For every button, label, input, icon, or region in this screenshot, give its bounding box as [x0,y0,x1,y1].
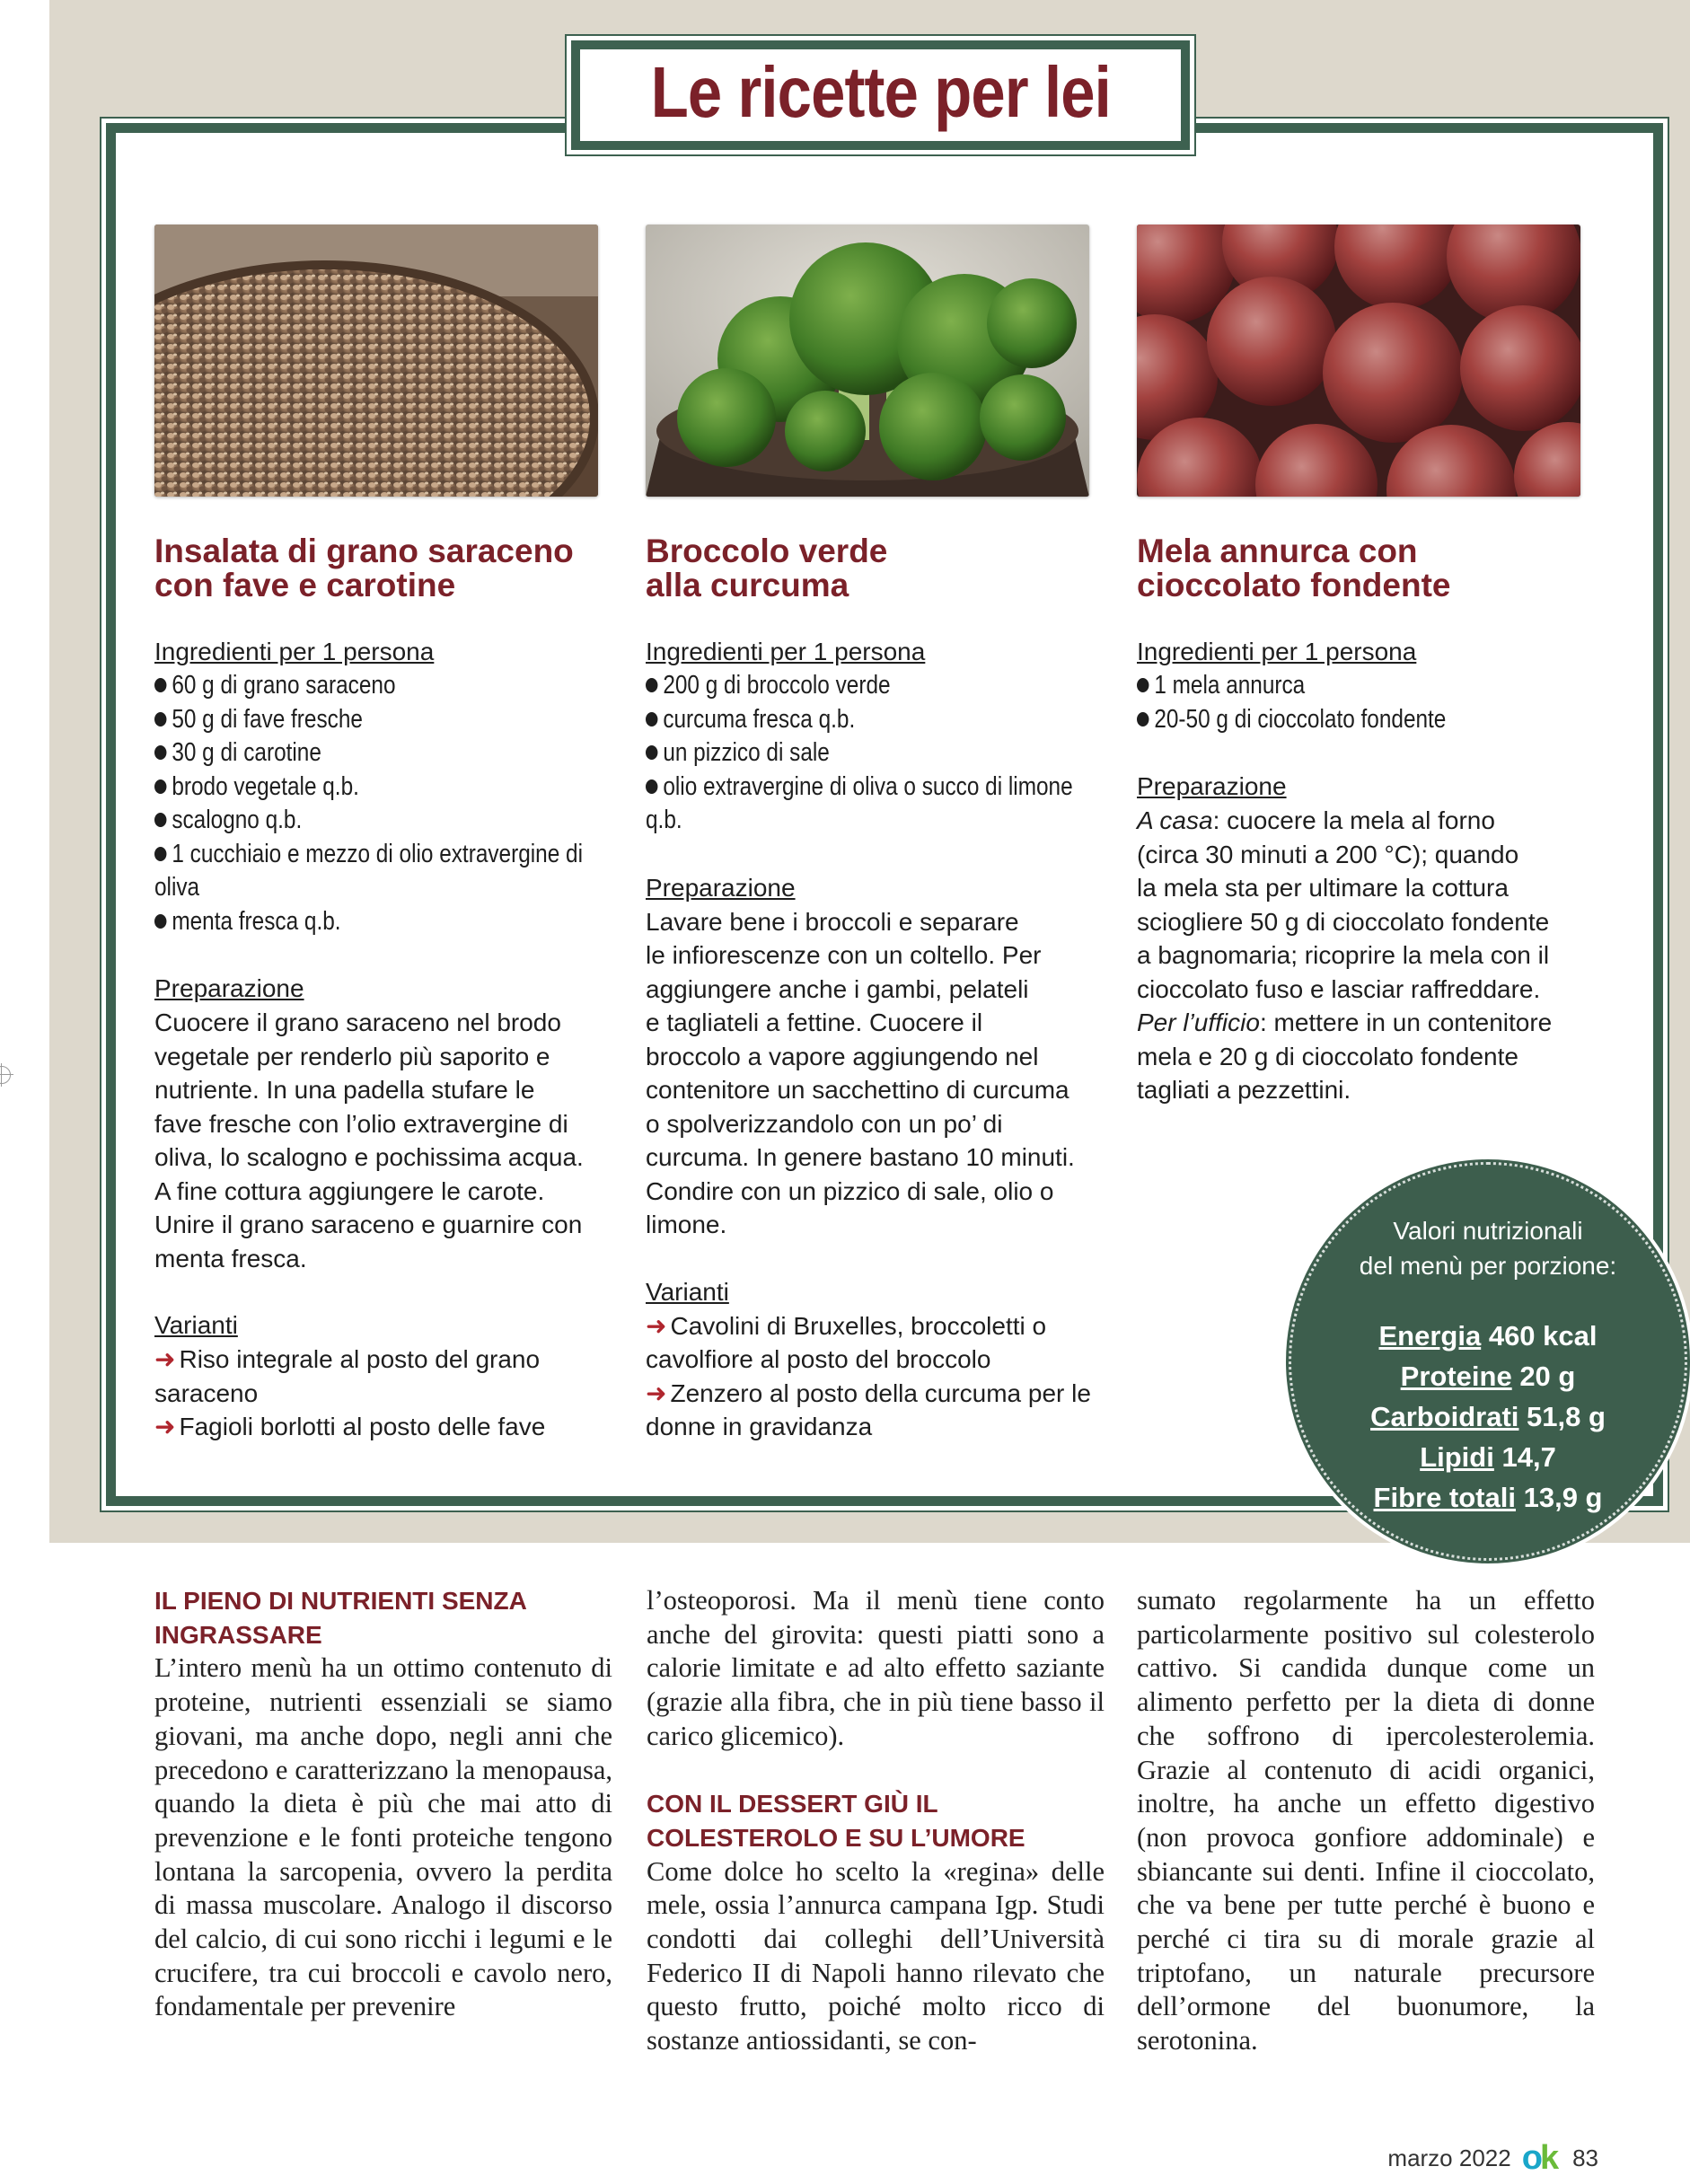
nutrition-line: Energia 460 kcal [1378,1320,1598,1352]
preparation-heading: Preparazione [154,974,304,1002]
bullet-icon [646,745,657,760]
buckwheat-photo [154,225,598,497]
variant-item: ➜ Riso integrale al posto del grano saraceno [154,1345,541,1407]
section-heading: CON IL DESSERT GIÙ IL COLESTEROLO E SU L’UMORE [647,1790,1025,1852]
article-column-1 [154,1584,612,2024]
bullet-icon [154,914,166,929]
ingredient-item: 60 g di grano saraceno [154,669,603,703]
bullet-icon [1137,712,1149,727]
home-label: A casa [1137,806,1213,834]
apples-photo [1137,225,1580,497]
variant-item: ➜ Cavolini di Bruxelles, broccoletti o cavolfiore al posto del broccolo [646,1311,1047,1373]
office-label: Per l’ufficio [1137,1008,1260,1036]
recipe-column-3 [1137,225,1586,1107]
bullet-icon [154,678,166,692]
arrow-right-icon: ➜ [154,1345,176,1373]
bullet-icon [154,813,166,827]
bullet-icon [646,712,657,727]
recipe-title: Insalata di grano saraceno con fave e carotine [154,533,574,603]
bullet-icon [154,745,166,760]
recipe-title: Mela annurca con cioccolato fondente [1137,533,1451,603]
crop-mark-icon [0,1066,11,1084]
variants-heading: Varianti [646,1277,729,1306]
ingredients-heading: Ingredienti per 1 persona [1137,638,1417,665]
nutrition-line: Lipidi 14,7 [1420,1441,1556,1473]
section-heading: IL PIENO DI NUTRIENTI SENZA INGRASSARE [154,1587,527,1649]
ingredients-list [1137,669,1586,736]
recipe-column-2 [646,225,1104,1444]
bullet-icon [646,678,657,692]
ingredient-item: brodo vegetale q.b. [154,771,603,805]
page-title: Le ricette per lei [650,52,1111,132]
article-paragraph: sumato regolarmente ha un effetto particolarmente positivo sul colesterolo cattivo. Si candida dunque come un alimento perfetto per la dieta di donne che soffrono di ipercolesterolemia. Grazie al contenuto di acidi organici, inoltre, ha anche un effetto digestivo (non provoca gonfiore addominale) e sbiancante sui denti. Infine il cioccolato, che va bene per tutte perché è buono e perché ci tira su di morale grazie al triptofano, un naturale precursore dell’ormone del buonumore, la serotonina. [1137,1585,1595,2056]
variant-item: ➜ Fagioli borlotti al posto delle fave [154,1413,546,1440]
title-box [571,40,1190,150]
bullet-icon [646,779,657,794]
article-paragraph: L’intero menù ha un ottimo contenuto di proteine, nutrienti essenziali se siamo giovani, ma anche dopo, negli anni che precedono e caratterizzano la menopausa, quando la dieta è più che mai atto di prevenzione e le fonti proteiche tengono lontana la sarcopenia, ovvero la perdita di massa muscolare. Analogo il discorso del calcio, di cui sono ricchi i legumi e le crucifere, tra cui broccoli e cavolo nero, fondamentale per prevenire [154,1652,612,2022]
recipe-title: Broccolo verde alla curcuma [646,533,888,603]
issue-date: marzo 2022 [1387,2144,1511,2171]
ingredient-item: 50 g di fave fresche [154,703,603,737]
broccoli-photo [646,225,1089,497]
ingredients-heading: Ingredienti per 1 persona [646,638,926,665]
ingredient-item: olio extravergine di oliva o succo di limone q.b. [646,771,1073,834]
ingredients-list [646,669,1104,838]
preparation-text: Cuocere il grano saraceno nel brodo vegetale per renderlo più saporito e nutriente. In una padella stufare le fave fresche con l’olio extravergine di oliva, lo scalogno e pochissima acqua. A fine cottura aggiungere le carote. Unire il grano saraceno e guarnire con menta fresca. [154,1008,584,1273]
preparation-heading: Preparazione [646,873,796,902]
variants-heading: Varianti [154,1311,238,1339]
ingredient-item: un pizzico di sale [646,736,1104,771]
bullet-icon [1137,678,1149,692]
ingredient-item: menta fresca q.b. [154,905,603,939]
arrow-right-icon: ➜ [646,1378,667,1407]
ingredient-item: scalogno q.b. [154,804,603,838]
nutrition-heading: Valori nutrizionali del menù per porzione: [1359,1217,1617,1280]
preparation-heading: Preparazione [1137,772,1287,800]
arrow-right-icon: ➜ [646,1311,667,1340]
ingredient-item: curcuma fresca q.b. [646,703,1104,737]
ingredient-item: 30 g di carotine [154,736,603,771]
nutrition-line: Carboidrati 51,8 g [1370,1401,1606,1432]
nutrition-badge [1286,1159,1690,1563]
ingredient-item: 1 mela annurca [1137,669,1586,703]
bullet-icon [154,779,166,794]
page-number: 83 [1572,2144,1598,2171]
ingredients-list [154,669,603,938]
nutrition-values [1286,1316,1690,1518]
ok-logo: ok [1521,2139,1557,2177]
nutrition-line: Proteine 20 g [1400,1361,1576,1392]
page-footer [1365,2140,1598,2176]
article-column-2 [647,1584,1105,2058]
variant-item: ➜ Zenzero al posto della curcuma per le donne in gravidanza [646,1378,1091,1440]
recipe-column-1 [154,225,603,1444]
ingredients-heading: Ingredienti per 1 persona [154,638,435,665]
article-paragraph: Come dolce ho scelto la «regina» delle mele, ossia l’annurca campana Igp. Studi condotti dai colleghi dell’Università Federico II di Napoli hanno rilevato che questo frutto, poiché molto ricco di sostanze antiossidanti, se con- [647,1855,1105,2056]
nutrition-line: Fibre totali 13,9 g [1373,1482,1603,1513]
article-column-3 [1137,1584,1595,2058]
bullet-icon [154,847,166,861]
ingredient-item: 1 cucchiaio e mezzo di olio extravergine di oliva [154,839,583,902]
preparation-text: Lavare bene i broccoli e separare le infiorescenze con un coltello. Per aggiungere anche i gambi, pelateli e tagliateli a fettine. Cuocere il broccolo a vapore aggiungendo nel contenitore un sacchettino di curcuma o spolverizzandolo con un po’ di curcuma. In genere bastano 10 minuti. Condire con un pizzico di sale, olio o limone. [646,907,1075,1238]
bullet-icon [154,712,166,727]
page-margin [0,0,49,2184]
ingredient-item: 200 g di broccolo verde [646,669,1104,703]
ingredient-item: 20-50 g di cioccolato fondente [1137,703,1586,737]
article-paragraph: l’osteoporosi. Ma il menù tiene conto anche del girovita: questi piatti sono a calorie limitate e ad alto effetto saziante (grazie alla fibra, che in più tiene basso il carico glicemico). [647,1585,1105,1751]
arrow-right-icon: ➜ [154,1413,176,1440]
preparation-text: A casa: cuocere la mela al forno (circa 30 minuti a 200 °C); quando la mela sta per ultimare la cottura sciogliere 50 g di cioccolato fondente a bagnomaria; ricoprire la mela con il cioccolato fuso e lasciar raffreddare. Per l’ufficio: mettere in un contenitore mela e 20 g di cioccolato fondente tagliati a pezzettini. [1137,806,1553,1104]
